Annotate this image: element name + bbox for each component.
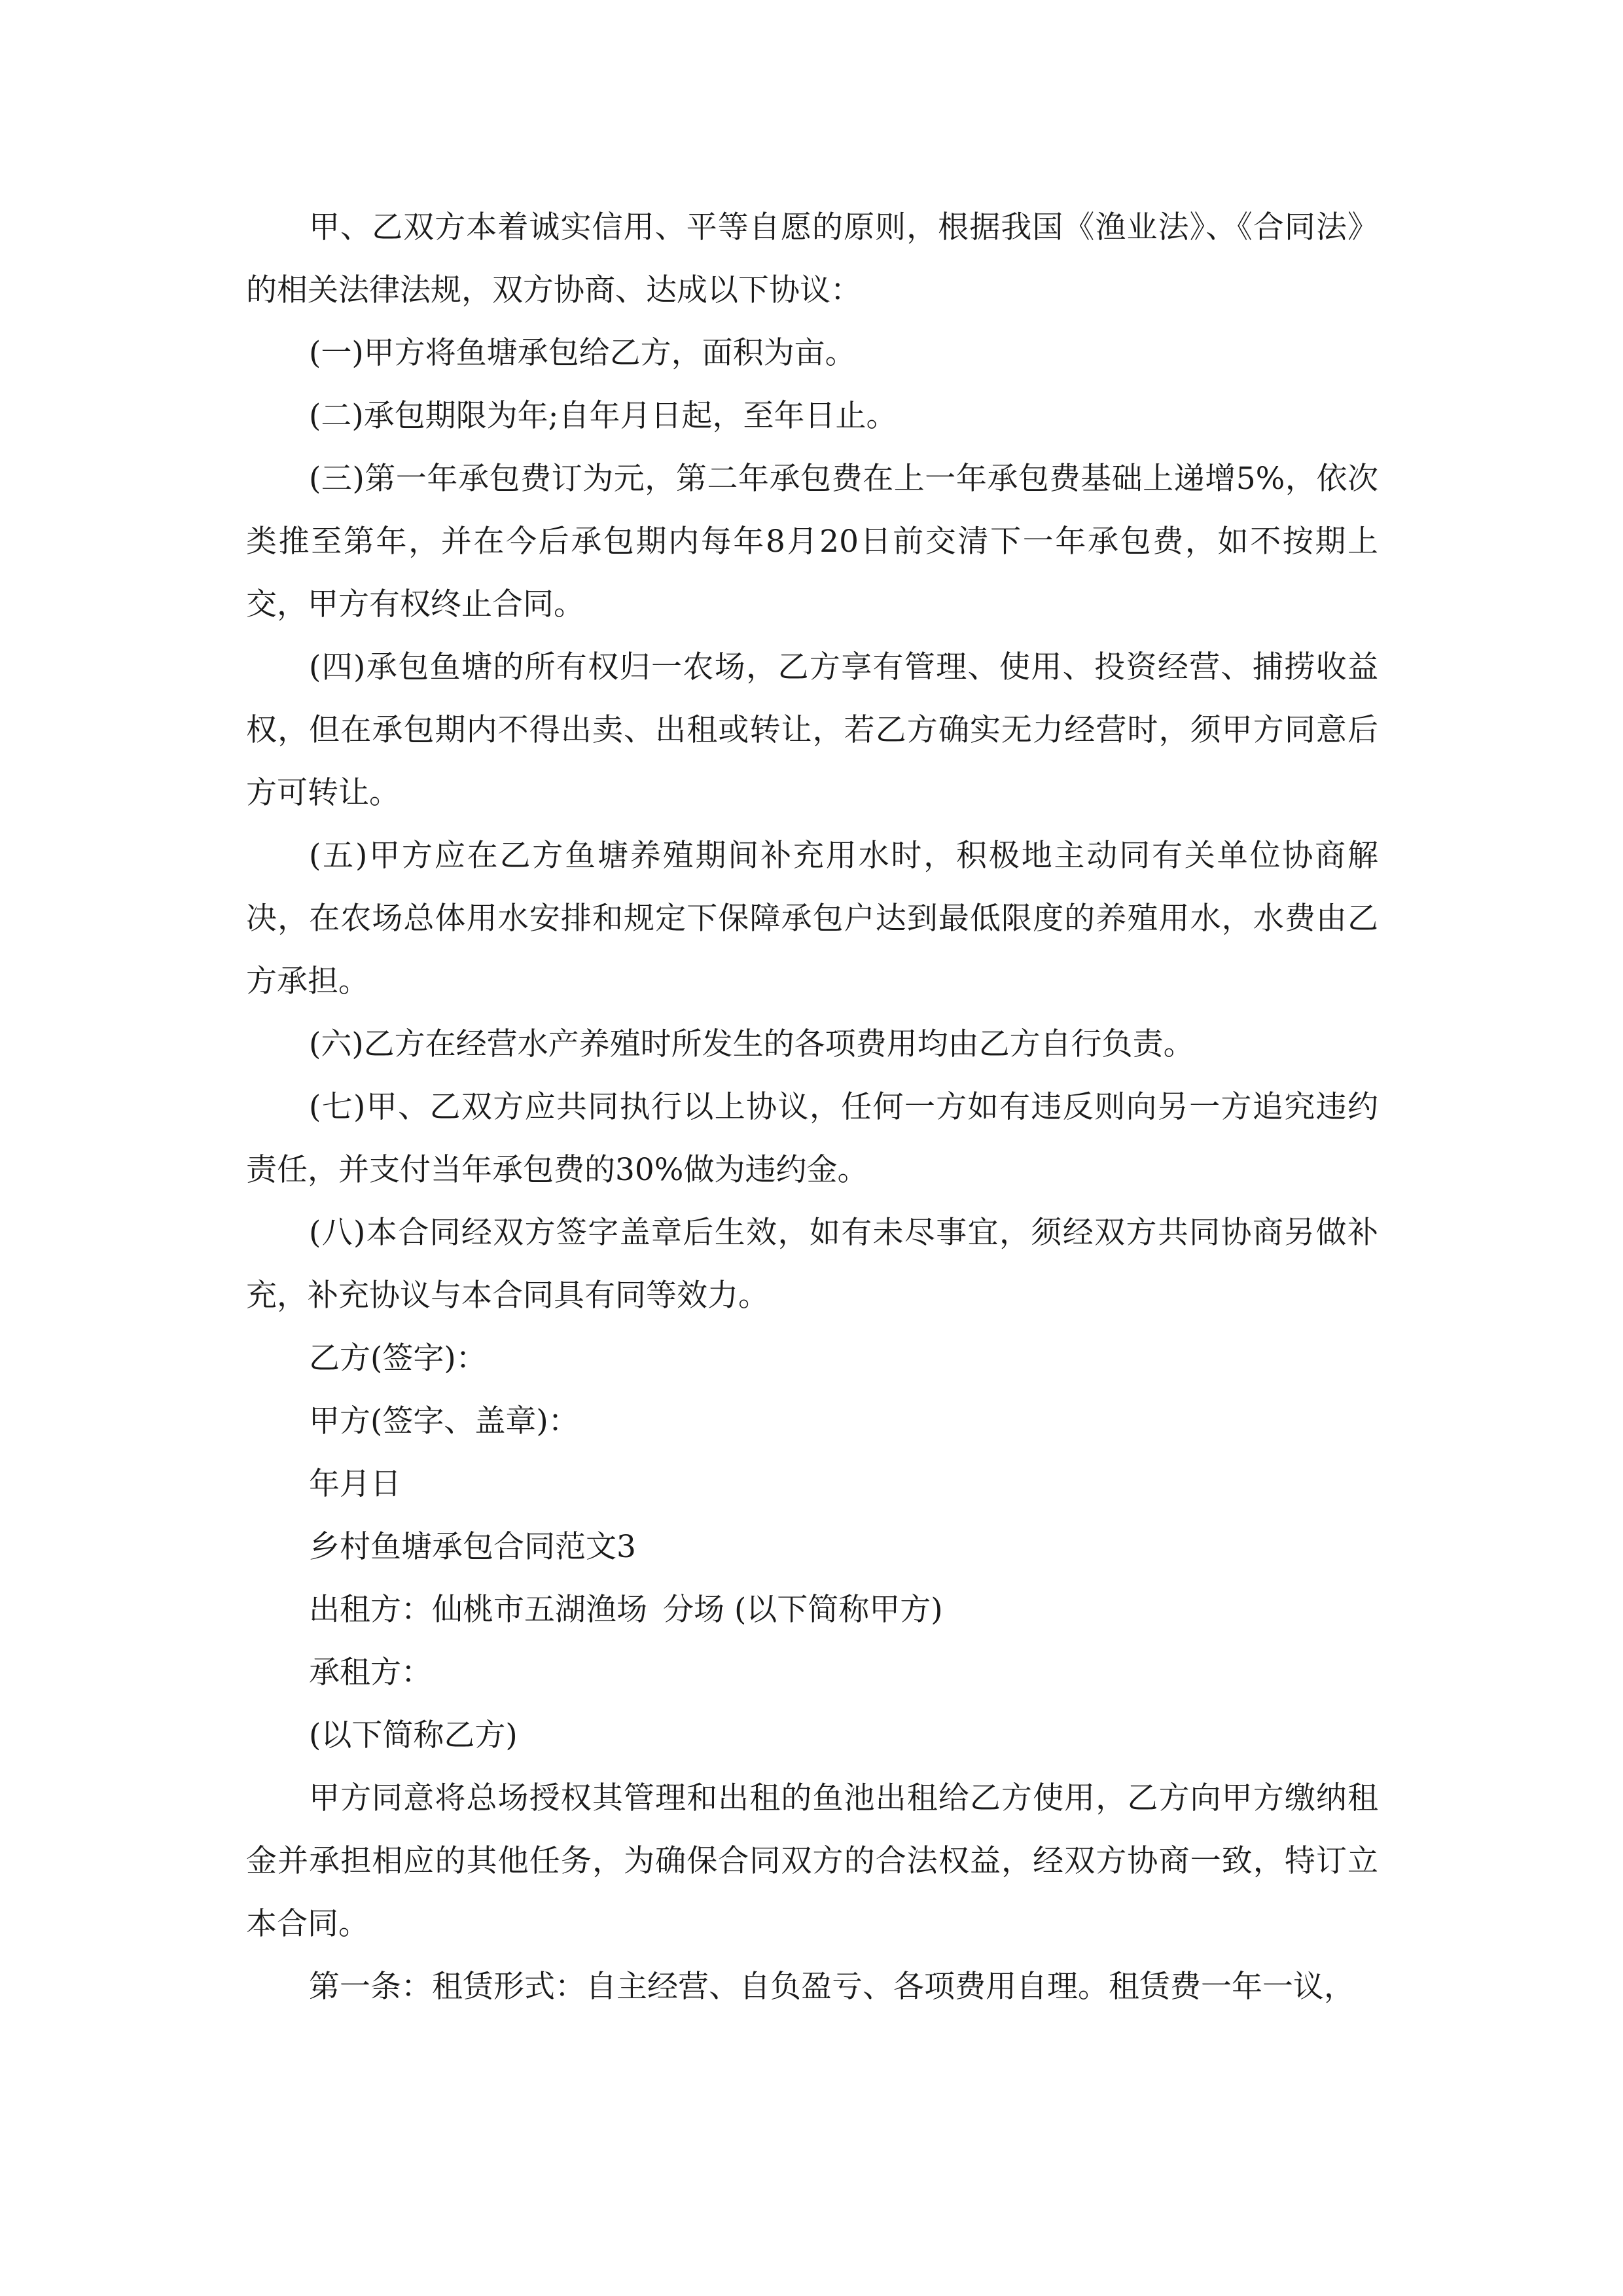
clause-5: (五)甲方应在乙方鱼塘养殖期间补充用水时，积极地主动同有关单位协商解决，在农场总体用水安排和规定下保障承包户达到最低限度的养殖用水，水费由乙方承担。 — [246, 838, 1378, 999]
clause-3: (三)第一年承包费订为元，第二年承包费在上一年承包费基础上递增5%，依次类推至第年，并在今后承包期内每年8月20日前交清下一年承包费，如不按期上交，甲方有权终止合同。 — [246, 461, 1378, 622]
party-a-signature: 甲方(签字、盖章)： — [309, 1403, 579, 1439]
clause-6: (六)乙方在经营水产养殖时所发生的各项费用均由乙方自行负责。 — [309, 1026, 1194, 1062]
lessee-note: (以下简称乙方) — [309, 1717, 518, 1753]
article-1: 第一条：租赁形式：自主经营、自负盈亏、各项费用自理。租赁费一年一议， — [309, 1969, 1355, 2005]
document-body — [246, 196, 1378, 2018]
clause-4: (四)承包鱼塘的所有权归一农场，乙方享有管理、使用、投资经营、捕捞收益权，但在承包期内不得出卖、出租或转让，若乙方确实无力经营时，须甲方同意后方可转让。 — [246, 649, 1378, 811]
section-title: 乡村鱼塘承包合同范文3 — [309, 1529, 636, 1565]
clause-2: (二)承包期限为年;自年月日起，至年日止。 — [309, 398, 897, 434]
intro-paragraph: 甲、乙双方本着诚实信用、平等自愿的原则，根据我国《渔业法》、《合同法》的相关法律法规，双方协商、达成以下协议： — [246, 209, 1378, 308]
lessor-branch: 分场 (以下简称甲方) — [663, 1592, 943, 1628]
clause-8: (八)本合同经双方签字盖章后生效，如有未尽事宜，须经双方共同协商另做补充，补充协议与本合同具有同等效力。 — [246, 1215, 1378, 1314]
lease-intro-paragraph: 甲方同意将总场授权其管理和出租的鱼池出租给乙方使用，乙方向甲方缴纳租金并承担相应的其他任务，为确保合同双方的合法权益，经双方协商一致，特订立本合同。 — [246, 1780, 1378, 1942]
lessor-line — [246, 1579, 1378, 1641]
signature-date: 年月日 — [309, 1466, 401, 1502]
party-b-signature: 乙方(签字)： — [309, 1340, 487, 1376]
lessee-line: 承租方： — [309, 1655, 432, 1691]
lessor-label: 出租方：仙桃市五湖渔场 — [309, 1592, 647, 1628]
clause-7: (七)甲、乙双方应共同执行以上协议，任何一方如有违反则向另一方追究违约责任，并支付当年承包费的30%做为违约金。 — [246, 1089, 1378, 1188]
clause-1: (一)甲方将鱼塘承包给乙方，面积为亩。 — [309, 335, 856, 371]
